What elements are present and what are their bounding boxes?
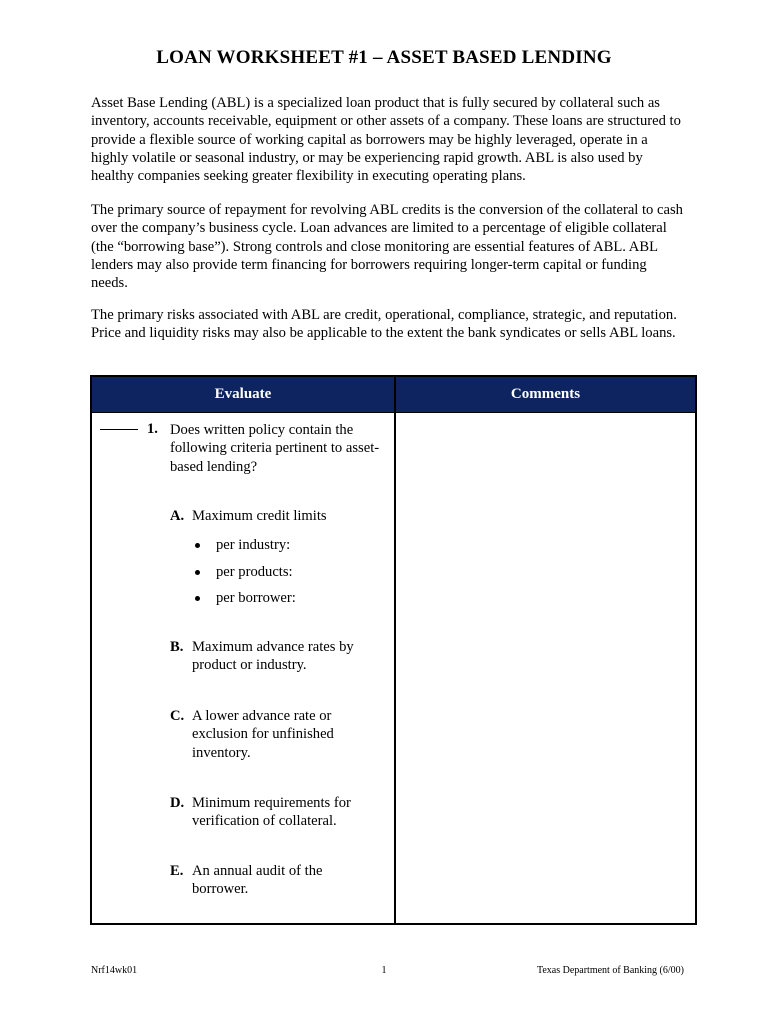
header-evaluate: Evaluate <box>214 386 272 402</box>
criterion-b-text: Maximum advance rates by product or industry. <box>192 639 354 674</box>
bullet-icon <box>195 543 200 548</box>
bullet-text-products: per products: <box>216 563 293 580</box>
criterion-b <box>170 638 385 675</box>
question-number: 1. <box>147 421 158 437</box>
answer-blank-line[interactable] <box>100 429 138 430</box>
footer-page-number: 1 <box>381 965 387 976</box>
intro-paragraph-3: The primary risks associated with ABL are credit, operational, compliance, strategic, and reputation. Price and liquidity risks may also be applicable to the extent the bank syndicates or sells ABL loans. <box>91 307 677 342</box>
bullet-text-borrower: per borrower: <box>216 590 296 606</box>
criterion-c-text: A lower advance rate or exclusion for unfinished inventory. <box>192 708 334 761</box>
footer-form-id: Nrf14wk01 <box>91 965 138 976</box>
criterion-e <box>170 862 385 899</box>
criterion-a <box>170 507 385 525</box>
header-comments: Comments <box>510 386 581 402</box>
bullet-item <box>192 563 296 590</box>
worksheet-table <box>90 375 697 925</box>
comments-cell[interactable] <box>396 413 695 923</box>
bullet-icon <box>195 596 200 601</box>
bullet-icon <box>195 570 200 575</box>
criterion-b-letter: B. <box>170 639 184 655</box>
bullet-item <box>192 589 296 616</box>
credit-limit-bullets <box>192 536 296 616</box>
criterion-d-letter: D. <box>170 795 185 811</box>
criterion-a-text: Maximum credit limits <box>192 508 327 524</box>
bullet-item <box>192 536 296 563</box>
criterion-c <box>170 707 385 762</box>
criterion-e-letter: E. <box>170 863 184 879</box>
criterion-a-letter: A. <box>170 508 185 524</box>
criterion-c-letter: C. <box>170 708 185 724</box>
criterion-d <box>170 794 385 831</box>
bullet-text-industry: per industry: <box>216 537 291 553</box>
footer-source: Texas Department of Banking (6/00) <box>536 965 684 976</box>
question-text: Does written policy contain the following criteria pertinent to asset-based lending? <box>170 422 380 475</box>
criterion-e-text: An annual audit of the borrower. <box>192 863 323 898</box>
intro-paragraph-1: Asset Base Lending (ABL) is a specialized loan product that is fully secured by collateral such as inventory, accounts receivable, equipment or other assets of a company. These loans are structured to provide a flexible source of working capital as borrowers may be highly leveraged, operate in a highly volatile or seasonal industry, or may be experiencing rapid growth. ABL is also used by healthy companies seeking greater flexibility in executing operating plans. <box>91 95 681 185</box>
intro-paragraph-2: The primary source of repayment for revolving ABL credits is the conversion of the collateral to cash over the company’s business cycle. Loan advances are limited to a percentage of eligible collateral (the “borrowing base”). Strong controls and close monitoring are essential features of ABL. ABL lenders may also provide term financing for borrowers requiring longer-term capital or funding needs. <box>91 202 683 292</box>
criterion-d-text: Minimum requirements for verification of collateral. <box>192 795 351 830</box>
page-title: LOAN WORKSHEET #1 – ASSET BASED LENDING <box>156 47 612 68</box>
